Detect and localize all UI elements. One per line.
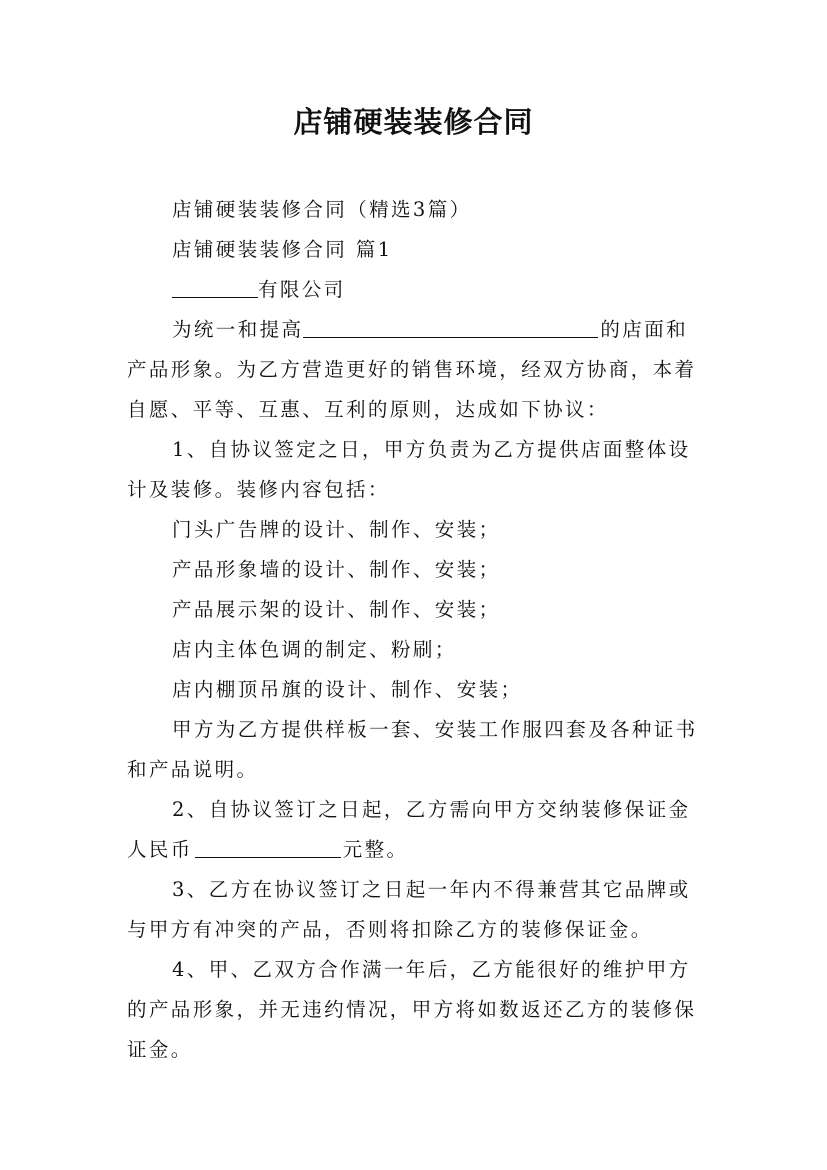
amount-blank (195, 837, 341, 858)
document-title: 店铺硬装装修合同 (293, 105, 534, 139)
clause-2-line: 2、自协议签订之日起，乙方需向甲方交纳装修保证金 (172, 798, 691, 821)
paragraph-line: 自愿、平等、互惠、互利的原则，达成如下协议： (127, 398, 609, 421)
section-heading: 店铺硬装装修合同 篇1 (172, 238, 393, 261)
clause-4-line: 的产品形象，并无违约情况，甲方将如数返还乙方的装修保 (127, 998, 697, 1021)
clause-3-line: 与甲方有冲突的产品，否则将扣除乙方的装修保证金。 (127, 918, 653, 941)
list-item: 产品展示架的设计、制作、安装； (172, 598, 501, 621)
paragraph-line: 甲方为乙方提供样板一套、安装工作服四套及各种证书 (172, 718, 698, 741)
paragraph-line: 产品形象。为乙方营造更好的销售环境，经双方协商，本着 (127, 358, 697, 381)
list-item: 店内主体色调的制定、粉刷； (172, 638, 457, 661)
clause-1-line: 计及装修。装修内容包括： (127, 478, 390, 501)
paragraph-line: 和产品说明。 (127, 758, 259, 781)
subtitle-line: 店铺硬装装修合同（精选3篇） (172, 198, 472, 221)
text-before-blank: 为统一和提高 (172, 318, 304, 341)
company-name-blank (172, 277, 258, 298)
clause-2-line (127, 830, 705, 870)
fill-blank (303, 317, 598, 338)
company-suffix: 有限公司 (258, 278, 346, 301)
company-line (127, 270, 705, 310)
list-item: 店内棚顶吊旗的设计、制作、安装； (172, 678, 523, 701)
clause-3-line: 3、乙方在协议签订之日起一年内不得兼营其它品牌或 (172, 878, 691, 901)
clause-1-line: 1、自协议签定之日，甲方负责为乙方提供店面整体设 (172, 438, 691, 461)
list-item: 门头广告牌的设计、制作、安装； (172, 518, 501, 541)
text-before-blank: 人民币 (127, 838, 193, 861)
paragraph-line (127, 310, 705, 350)
clause-4-line: 证金。 (127, 1038, 193, 1061)
text-after-blank: 的店面和 (600, 318, 689, 341)
document-body (127, 190, 705, 1070)
list-item: 产品形象墙的设计、制作、安装； (172, 558, 501, 581)
clause-4-line: 4、甲、乙双方合作满一年后，乙方能很好的维护甲方 (172, 958, 691, 981)
text-after-blank: 元整。 (342, 838, 409, 861)
